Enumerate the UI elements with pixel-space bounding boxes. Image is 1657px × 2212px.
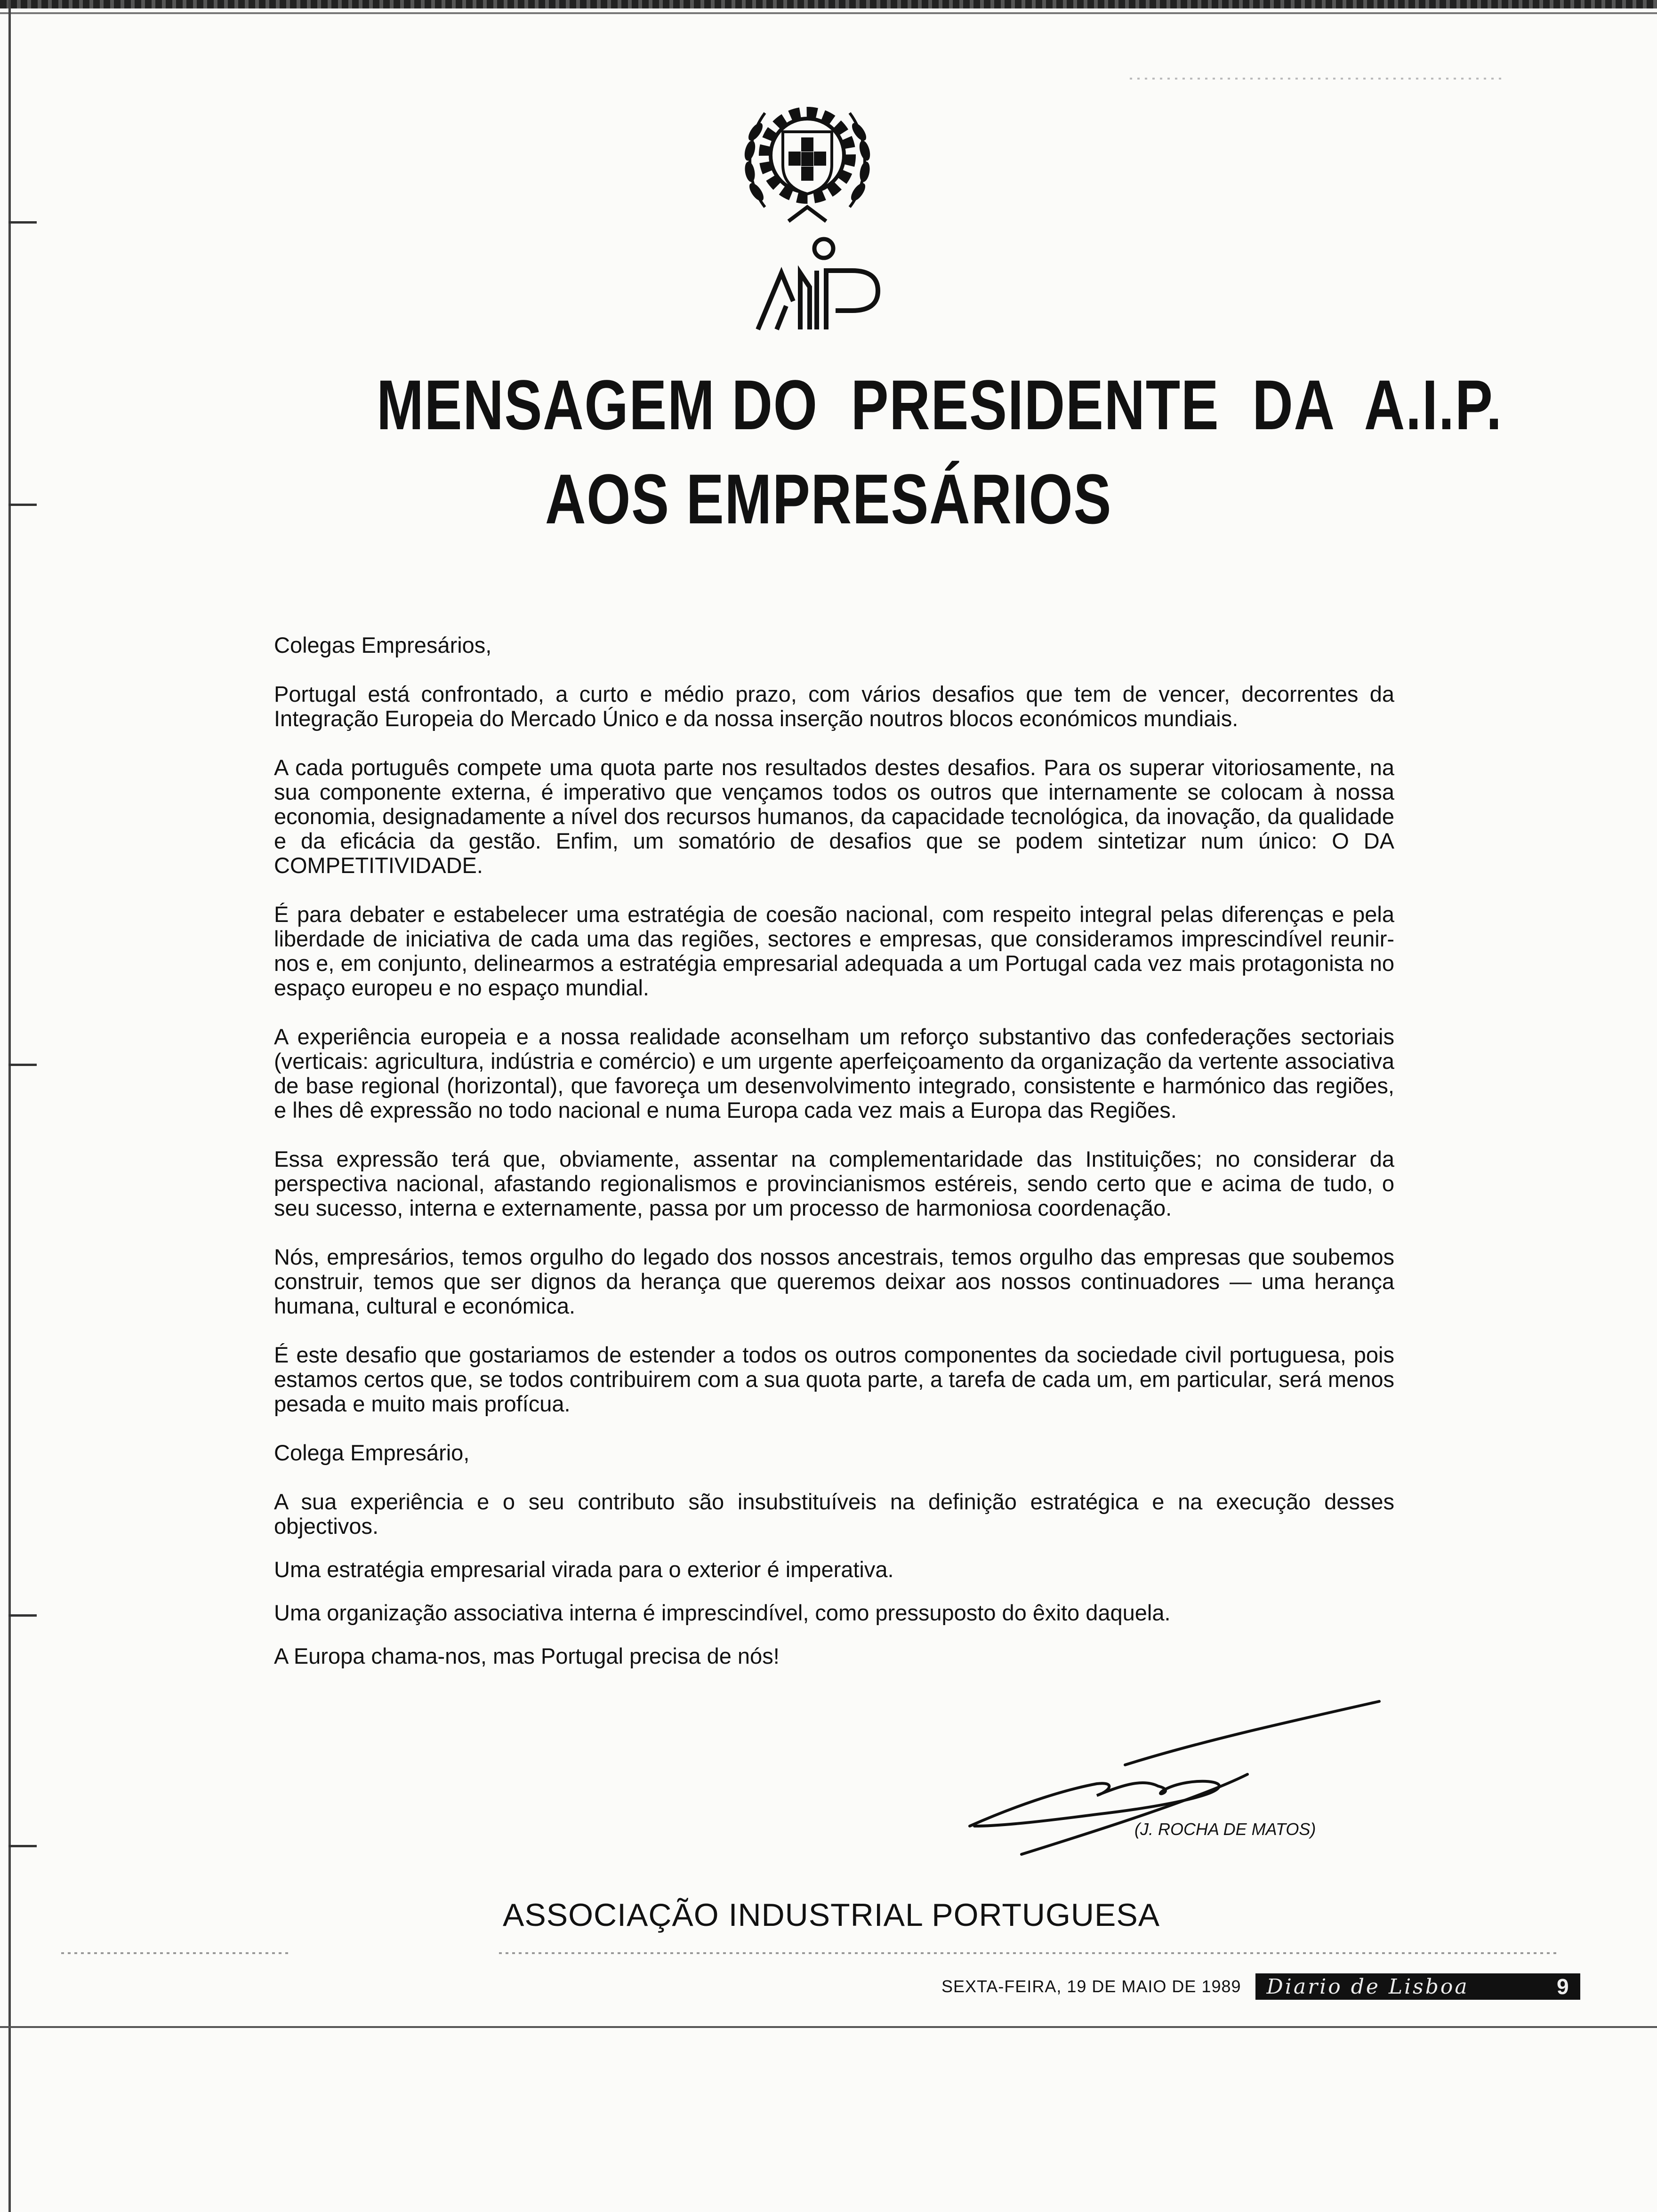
aip-logo-icon (748, 235, 885, 334)
newspaper-masthead: Diario de Lisboa (1266, 1974, 1469, 1999)
greeting: Colegas Empresários, (274, 633, 492, 657)
margin-tick (8, 221, 37, 224)
dotted-rule (1130, 78, 1506, 80)
paragraph: A cada português compete uma quota parte nos resultados destes desafios. Para os superar vitoriosamente, na sua componente externa, é imperativo que vençamos todos os outros que internamente se colocam à nossa economia, designadamente a nível dos recursos humanos, da capacidade tecnológica, da inovação, da qualidade e da eficácia da gestão. Enfim, um somatório de desafios que se podem sintetizar num único: O DA COMPETITIVIDADE. (274, 755, 1394, 878)
top-border (0, 0, 1657, 8)
title-line-1: MENSAGEM DO PRESIDENTE DA A.I.P. (377, 365, 1503, 444)
closing-line: A sua experiência e o seu contributo são insubstituíveis na definição estratégica e na execução desses objectivos. (274, 1489, 1394, 1539)
page-title (377, 358, 1503, 546)
closing-line: A Europa chama-nos, mas Portugal precisa de nós! (274, 1643, 780, 1668)
closing-line: Uma estratégia empresarial virada para o exterior é imperativa. (274, 1557, 894, 1582)
bottom-rule (0, 2026, 1657, 2028)
top-border-thin (0, 12, 1657, 14)
aip-emblem-icon (737, 80, 878, 245)
issue-date: SEXTA-FEIRA, 19 DE MAIO DE 1989 (941, 1977, 1241, 1996)
paragraph: É este desafio que gostariamos de estender a todos os outros componentes da sociedade civil portuguesa, pois estamos certos que, se todos contribuirem com a sua quota parte, a tarefa de cada um, em particular, será menos pesada e muito mais profícua. (274, 1342, 1394, 1416)
dotted-rule (61, 1952, 292, 1954)
paragraph: É para debater e estabelecer uma estratégia de coesão nacional, com respeito integral pelas diferenças e pela liberdade de iniciativa de cada uma das regiões, sectores e empresas, que consideramos imprescindível reunir-nos e, em conjunto, delinearmos a estratégia empresarial adequada a um Portugal cada vez mais protagonista no espaço europeu e no espaço mundial. (274, 902, 1394, 1000)
closing-line: Uma organização associativa interna é imprescindível, como pressuposto do êxito daquela. (274, 1600, 1171, 1625)
paragraph: Nós, empresários, temos orgulho do legado dos nossos ancestrais, temos orgulho das empresas que soubemos construir, temos que ser dignos da herança que queremos deixar aos nossos continuadores — uma herança humana, cultural e económica. (274, 1244, 1394, 1318)
masthead-bar (1255, 1973, 1580, 2000)
paragraph: A experiência europeia e a nossa realidade aconselham um reforço substantivo das confederações sectoriais (verticais: agricultura, indústria e comércio) e um urgente aperfeiçoamento da organização da vertente associativa de base regional (horizontal), que favoreça um desenvolvimento integrado, consistente e harmónico das regiões, e lhes dê expressão no todo nacional e numa Europa cada vez mais a Europa das Regiões. (274, 1024, 1394, 1122)
title-line-2: AOS EMPRESÁRIOS (545, 459, 1112, 538)
letter-body (274, 633, 1394, 1687)
margin-tick (8, 1064, 37, 1066)
dotted-rule (499, 1952, 1558, 1954)
page-number: 9 (1556, 1974, 1569, 1999)
paragraph: Portugal está confrontado, a curto e médio prazo, com vários desafios que tem de vencer, decorrentes da Integração Europeia do Mercado Único e da nossa inserção noutros blocos económicos mundiais. (274, 681, 1394, 731)
association-name: ASSOCIAÇÃO INDUSTRIAL PORTUGUESA (503, 1897, 1160, 1933)
signer-name: (J. ROCHA DE MATOS) (1134, 1819, 1316, 1839)
left-border (8, 0, 11, 2212)
margin-tick (8, 504, 37, 506)
page-footer (941, 1973, 1580, 2000)
paragraph: Essa expressão terá que, obviamente, assentar na complementaridade das Instituições; no considerar da perspectiva nacional, afastando regionalismos e provincianismos estéreis, sendo certo que e acima de tudo, o seu sucesso, interna e externamente, passa por um processo de harmoniosa coordenação. (274, 1146, 1394, 1220)
margin-tick (8, 1614, 37, 1617)
greeting-2: Colega Empresário, (274, 1440, 470, 1465)
margin-tick (8, 1845, 37, 1847)
